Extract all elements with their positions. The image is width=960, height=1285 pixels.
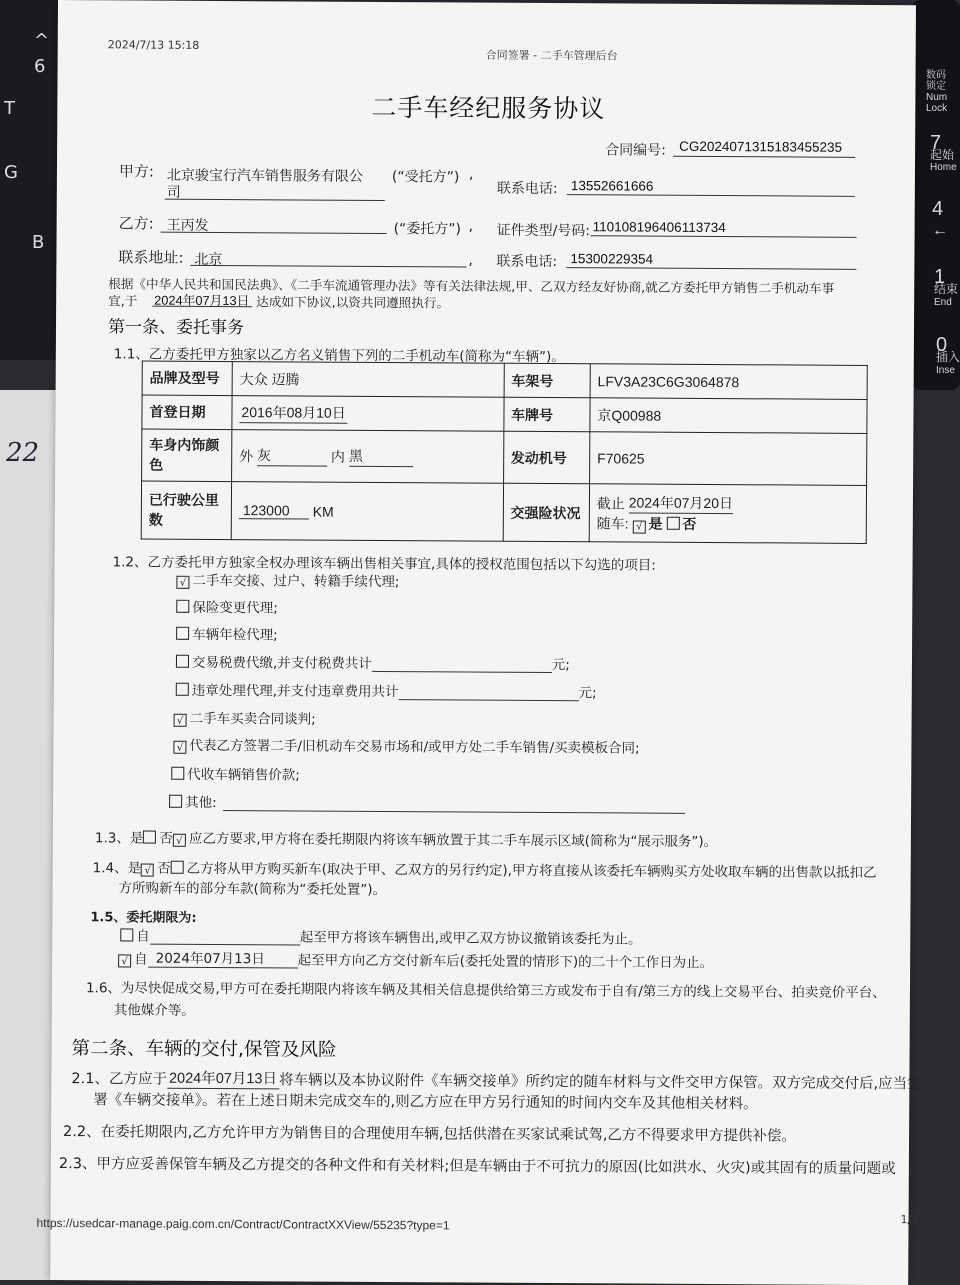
- clause-1-3-text: 应乙方要求,甲方将在委托期限内将该车辆放置于其二手车展示区域(简称为“展示服务”)。: [188, 830, 718, 851]
- inner-value: 黑: [349, 446, 413, 467]
- with-car-yes-label: 是: [648, 515, 663, 532]
- option-collect-price-label: 代收车辆销售价款;: [187, 766, 300, 784]
- vin-label: 车架号: [504, 363, 590, 398]
- document-title: 二手车经纪服务协议: [371, 92, 606, 124]
- key-left-arrow: ←: [932, 222, 948, 239]
- party-b-name: 王丙发: [166, 217, 209, 234]
- term-option-2-from: 自: [134, 951, 148, 968]
- reg-date-cell: [232, 396, 504, 432]
- mileage-label: 已行驶公里数: [141, 481, 231, 540]
- key-6: 6: [34, 56, 46, 77]
- key-ins-cn: 插入: [936, 350, 960, 364]
- color-cell: [232, 430, 504, 484]
- party-b-label: 乙方:: [118, 214, 154, 233]
- insurance-until: 2024年07月20日: [629, 492, 733, 514]
- section1-title: 第一条、委托事务: [107, 317, 245, 339]
- contract-no: CG2024071315183455235: [679, 138, 843, 155]
- insurance-cell: [589, 484, 866, 544]
- intro-line1: 根据《中华人民共和国民法典》、《二手车流通管理办法》等有关法律法规,甲、乙双方经友好协商,就乙方委托甲方销售二手机动车事: [108, 276, 835, 296]
- with-car-label: 随车:: [596, 515, 629, 532]
- clause-1-4-text1: 乙方将从甲方购买新车(取决于甲、乙双方的另行约定),甲方将直接从该委托车辆购买方处收取车辆的出售款以抵扣乙: [186, 860, 877, 882]
- clause-1-6-line1: 1.6、为尽快促成交易,甲方可在委托期限内将该车辆及其相关信息提供给第三方或发布于自有/第三方的线上交易平台、拍卖竞价平台、: [85, 980, 886, 1002]
- term-option-2-date: 2024年07月13日: [148, 947, 298, 969]
- party-b-phone-label: 联系电话:: [496, 253, 558, 271]
- keyboard-numpad: [912, 0, 960, 390]
- option-other[interactable]: [169, 791, 685, 814]
- term-option-1-checkbox[interactable]: [120, 928, 133, 941]
- term-option-1-date[interactable]: [150, 930, 300, 946]
- option-tax-checkbox[interactable]: [176, 655, 189, 668]
- reg-date-label: 首登日期: [142, 395, 232, 430]
- engine-label: 发动机号: [503, 431, 590, 484]
- brand-label: 品牌及型号: [142, 361, 232, 396]
- clause-2-1-b: 将车辆以及本协议附件《车辆交接单》所约定的随车材料与文件交甲方保管。双方完成交付后,应当签: [278, 1072, 922, 1093]
- party-a-phone-underline: [567, 194, 855, 197]
- mileage-unit: KM: [312, 503, 334, 520]
- vehicle-table: [141, 361, 868, 544]
- option-insurance[interactable]: [176, 596, 278, 617]
- option-tax-label: 交易税费代缴,并支付税费共计: [191, 654, 372, 672]
- option-insurance-checkbox[interactable]: [176, 600, 189, 613]
- with-car-no-label: 否: [682, 515, 697, 532]
- id-label: 证件类型/号码:: [496, 222, 591, 240]
- insurance-until-label: 截止: [596, 495, 625, 512]
- clause-2-1-a: 2.1、乙方应于: [71, 1071, 168, 1088]
- clause-1-3-yes-label: 1.3、是: [94, 830, 144, 847]
- comma-a: ,: [468, 166, 474, 183]
- address-underline: [190, 265, 466, 268]
- clause-1-6-line2: 其他媒介等。: [113, 1002, 195, 1019]
- clause-1-3: [95, 826, 717, 850]
- address-label: 联系地址:: [118, 248, 184, 267]
- key-ins-en: Inse: [936, 365, 955, 376]
- party-b-phone: 15300229354: [570, 251, 654, 267]
- term-option-2[interactable]: [118, 946, 713, 971]
- id-number: 110108196406113734: [592, 219, 726, 236]
- option-violation-suffix: 元;: [578, 685, 597, 702]
- intro-date: 2024年07月13日: [154, 292, 250, 309]
- key-t: T: [4, 98, 15, 119]
- party-a-role: (“受托方”): [391, 169, 460, 186]
- key-home-en: Home: [930, 162, 957, 173]
- print-timestamp: 2024/7/13 15:18: [107, 38, 200, 52]
- option-tax-blank[interactable]: [372, 657, 552, 673]
- option-inspection-label: 车辆年检代理;: [192, 626, 278, 644]
- with-car-no-checkbox[interactable]: [666, 517, 679, 530]
- option-violation-blank[interactable]: [399, 685, 579, 701]
- comma-c: ,: [468, 252, 473, 269]
- option-transfer-checkbox[interactable]: [176, 576, 189, 589]
- footer-url: https://usedcar-manage.paig.com.cn/Contract/ContractXXView/55235?type=1: [36, 1215, 450, 1233]
- with-car-yes-checkbox[interactable]: [632, 521, 645, 534]
- handwritten-mark: 22: [6, 438, 40, 468]
- option-negotiation-label: 二手车买卖合同谈判;: [189, 710, 316, 728]
- party-a-underline: [165, 199, 385, 201]
- reg-date-value: 2016年08月10日: [239, 402, 347, 424]
- mileage-cell: [231, 482, 503, 542]
- party-a-phone: 13552661666: [570, 178, 654, 194]
- vin-value: LFV3A23C6G3064878: [590, 364, 867, 400]
- option-other-label: 其他:: [185, 794, 217, 811]
- engine-value: F70625: [589, 432, 866, 486]
- key-caret: ^: [34, 30, 50, 51]
- plate-value: 京Q00988: [590, 398, 867, 434]
- clause-2-3: 2.3、甲方应妥善保管车辆及乙方提交的各种文件和有关材料;但是车辆由于不可抗力的原因(比如洪水、火灾)或其固有的质量问题或: [58, 1156, 896, 1178]
- clause-1-4-no-checkbox[interactable]: [171, 861, 184, 874]
- insurance-label: 交强险状况: [503, 483, 590, 542]
- clause-1-4-text2: 方所购新车的部分车款(简称为“委托处置”)。: [118, 880, 387, 899]
- term-option-2-checkbox[interactable]: [118, 954, 131, 967]
- clause-1-1: 1.1、乙方委托甲方独家以乙方名义销售下列的二手机动车(简称为“车辆”)。: [113, 346, 565, 366]
- outer-value: 灰: [257, 445, 327, 466]
- option-sign-contract-label: 代表乙方签署二手/旧机动车交易市场和/或甲方处二手车销售/买卖模板合同;: [189, 737, 640, 757]
- key-1: 1: [934, 266, 946, 288]
- term-option-2-text: 起至甲方向乙方交付新车后(委托处置的情形下)的二十个工作日为止。: [297, 952, 714, 972]
- option-violation-checkbox[interactable]: [176, 683, 189, 696]
- term-option-1[interactable]: [120, 924, 641, 947]
- party-a-name-line2: 司: [166, 184, 181, 201]
- id-underline: [591, 235, 857, 238]
- option-inspection[interactable]: [176, 623, 278, 644]
- clause-1-4-yes-label: 1.4、是: [92, 860, 142, 877]
- key-g: G: [4, 162, 18, 183]
- outer-label: 外: [239, 448, 254, 465]
- key-home-cn: 起始: [930, 148, 955, 162]
- option-negotiation-checkbox[interactable]: [174, 714, 187, 727]
- clause-1-5-title: 1.5、委托期限为:: [90, 910, 197, 926]
- clause-1-4-no-label: 否: [157, 860, 171, 877]
- mileage-value: 123000: [239, 502, 309, 519]
- clause-2-2: 2.2、在委托期限内,乙方允许甲方为销售目的合理使用车辆,包括供潜在买家试乘试驾,乙方不得要求甲方提供补偿。: [63, 1124, 797, 1145]
- term-option-1-text: 起至甲方将该车辆售出,或甲乙双方协议撤销该委托为止。: [299, 929, 642, 948]
- clause-1-2: 1.2、乙方委托甲方独家全权办理该车辆出售相关事宜,具体的授权范围包括以下勾选的项目:: [112, 554, 656, 574]
- option-sign-contract[interactable]: [173, 734, 639, 757]
- address-value: 北京: [194, 251, 223, 269]
- option-violation[interactable]: [176, 679, 597, 702]
- page-number: 1/3: [900, 1213, 919, 1227]
- key-end-en: End: [934, 297, 952, 308]
- color-label: 车身内饰颜色: [142, 429, 232, 482]
- option-insurance-label: 保险变更代理;: [192, 599, 278, 617]
- party-b-phone-underline: [566, 267, 856, 270]
- clause-2-1-line2: 署《车辆交接单》。若在上述日期未完成交车的,则乙方应在甲方另行通知的时间内交车及其他相关材料。: [93, 1092, 758, 1113]
- key-end-cn: 结束: [934, 282, 959, 296]
- party-a-phone-label: 联系电话:: [496, 180, 558, 198]
- contract-no-underline: [673, 156, 855, 158]
- contract-no-label: 合同编号:: [605, 142, 666, 159]
- option-tax-suffix: 元;: [551, 657, 570, 674]
- brand-value: 大众 迈腾: [232, 362, 504, 398]
- inner-label: 内: [330, 448, 346, 465]
- intro-line2-b: 达成如下协议,以资共同遵照执行。: [256, 294, 450, 311]
- contract-page: [36, 0, 922, 1285]
- intro-line2-a: 宜,于: [108, 293, 138, 309]
- option-collect-price-checkbox[interactable]: [171, 767, 184, 780]
- option-tax[interactable]: [176, 651, 570, 673]
- option-other-checkbox[interactable]: [169, 795, 182, 808]
- option-violation-label: 违章处理代理,并支付违章费用共计: [191, 682, 399, 701]
- key-b: B: [32, 232, 45, 253]
- option-transfer[interactable]: [176, 569, 399, 590]
- option-negotiation[interactable]: [174, 707, 316, 728]
- option-sign-contract-checkbox[interactable]: [173, 741, 186, 754]
- option-other-blank[interactable]: [223, 796, 685, 814]
- key-7: 7: [930, 132, 942, 154]
- clause-2-1-date: 2024年07月13日: [167, 1067, 279, 1090]
- term-option-1-from: 自: [136, 928, 150, 945]
- party-a-label: 甲方:: [118, 162, 155, 181]
- party-b-role: (“委托方”): [393, 221, 462, 238]
- option-transfer-label: 二手车交接、过户、转籍手续代理;: [192, 572, 400, 591]
- key-4: 4: [932, 198, 944, 220]
- section2-title: 第二条、车辆的交付,保管及风险: [71, 1038, 337, 1061]
- clause-1-3-no-checkbox[interactable]: [173, 834, 186, 847]
- comma-b: ,: [468, 218, 474, 235]
- party-a-name-line1: 北京骏宝行汽车销售服务有限公: [166, 167, 363, 185]
- clause-1-3-yes-checkbox[interactable]: [143, 831, 156, 844]
- clause-1-3-no-label: 否: [159, 830, 173, 847]
- clause-1-4-yes-checkbox[interactable]: [141, 864, 154, 877]
- key-0: 0: [936, 334, 948, 356]
- option-collect-price[interactable]: [171, 763, 300, 784]
- plate-label: 车牌号: [503, 397, 589, 432]
- print-app-title: 合同签署 - 二手车管理后台: [485, 48, 618, 63]
- option-inspection-checkbox[interactable]: [176, 627, 189, 640]
- key-numlock: 数码 锁定 Num Lock: [926, 70, 948, 114]
